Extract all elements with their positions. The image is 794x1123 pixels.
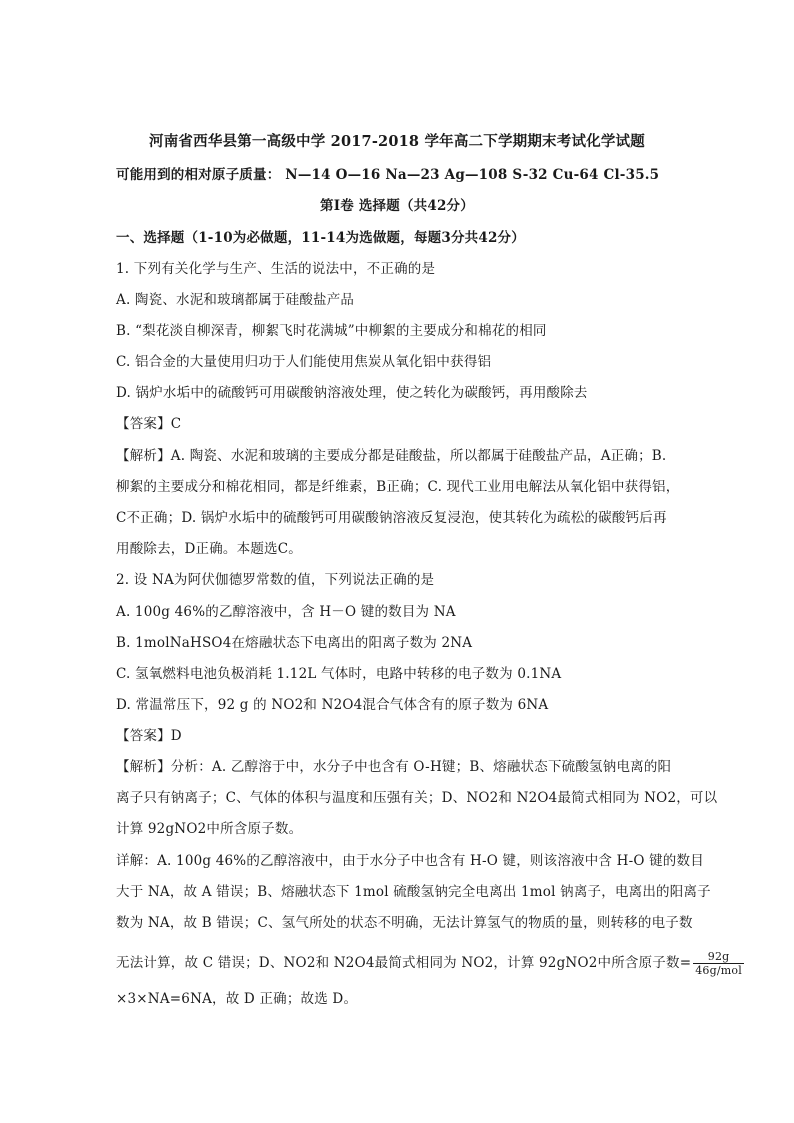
q1-option-d: D. 锅炉水垢中的硫酸钙可用碳酸钠溶液处理，使之转化为碳酸钙，再用酸除去 xyxy=(116,385,588,401)
q1-analysis-line: 【解析】A. 陶瓷、水泥和玻璃的主要成分都是硅酸盐，所以都属于硅酸盐产品，A正确；B. xyxy=(116,448,667,464)
q1-stem: 1. 下列有关化学与生产、生活的说法中，不正确的是 xyxy=(116,261,436,277)
exam-title: 河南省西华县第一高级中学 2017-2018 学年高二下学期期末考试化学试题 xyxy=(149,133,645,150)
q1-analysis-line: 柳絮的主要成分和棉花相同，都是纤维素，B正确；C. 现代工业用电解法从氧化铝中获得铝， xyxy=(116,479,680,495)
q1-option-b: B. “梨花淡自柳深青，柳絮飞时花满城”中柳絮的主要成分和棉花的相同 xyxy=(116,323,547,339)
q2-option-b: B. 1molNaHSO4在熔融状态下电离出的阳离子数为 2NA xyxy=(116,635,473,651)
q2-detail-line: 详解：A. 100g 46%的乙醇溶液中，由于水分子中也含有 H-O 键，则该溶液中含 H-O 键的数目 xyxy=(116,853,704,869)
q2-option-a: A. 100g 46%的乙醇溶液中，含 H－O 键的数目为 NA xyxy=(116,604,456,620)
q1-option-c: C. 铝合金的大量使用归功于人们能使用焦炭从氧化铝中获得铝 xyxy=(116,354,492,370)
fraction-numerator: 92g xyxy=(693,950,744,964)
q2-option-c: C. 氢氧燃料电池负极消耗 1.12L 气体时，电路中转移的电子数为 0.1NA xyxy=(116,666,562,682)
q2-option-d: D. 常温常压下，92 g 的 NO2和 N2O4混合气体含有的原子数为 6NA xyxy=(116,697,549,713)
q2-detail-line: ×3×NA=6NA，故 D 正确；故选 D。 xyxy=(116,991,358,1007)
fraction-denominator: 46g/mol xyxy=(695,964,742,977)
q2-answer: 【答案】D xyxy=(116,728,182,744)
atomic-mass-line: 可能用到的相对原子质量： N—14 O—16 Na—23 Ag—108 S-32 Cu-64 Cl-35.5 xyxy=(116,167,660,183)
q1-analysis-line: 用酸除去，D正确。本题选C。 xyxy=(116,541,302,557)
q2-analysis-line: 离子只有钠离子；C、气体的体积与温度和压强有关；D、NO2和 N2O4最简式相同为 NO2，可以 xyxy=(116,790,718,806)
q2-detail-text: 无法计算，故 C 错误；D、NO2和 N2O4最简式相同为 NO2，计算 92gNO2中所含原子数= xyxy=(116,955,692,971)
q1-analysis-line: C不正确；D. 锅炉水垢中的硫酸钙可用碳酸钠溶液反复浸泡，使其转化为疏松的碳酸钙后再 xyxy=(116,510,667,526)
q2-detail-line: 大于 NA，故 A 错误；B、熔融状态下 1mol 硫酸氢钠完全电离出 1mol 钠离子，电离出的阳离子 xyxy=(116,884,711,900)
q2-analysis-line: 计算 92gNO2中所含原子数。 xyxy=(116,821,303,837)
q2-detail-line: 数为 NA，故 B 错误；C、氢气所处的状态不明确，无法计算氢气的物质的量，则转移的电子数 xyxy=(116,915,693,931)
q2-detail-line-with-fraction xyxy=(116,950,746,977)
q2-analysis-line: 【解析】分析：A. 乙醇溶于中，水分子中也含有 O-H键；B、熔融状态下硫酸氢钠电离的阳 xyxy=(116,759,672,775)
section-title: 一、选择题（1-10为必做题，11-14为选做题，每题3分共42分） xyxy=(116,230,525,246)
q1-option-a: A. 陶瓷、水泥和玻璃都属于硅酸盐产品 xyxy=(116,292,355,308)
q1-answer: 【答案】C xyxy=(116,416,182,432)
fraction xyxy=(693,950,744,977)
volume-title: 第Ⅰ卷 选择题（共42分） xyxy=(320,198,474,214)
q2-stem: 2. 设 NA为阿伏伽德罗常数的值，下列说法正确的是 xyxy=(116,572,435,588)
